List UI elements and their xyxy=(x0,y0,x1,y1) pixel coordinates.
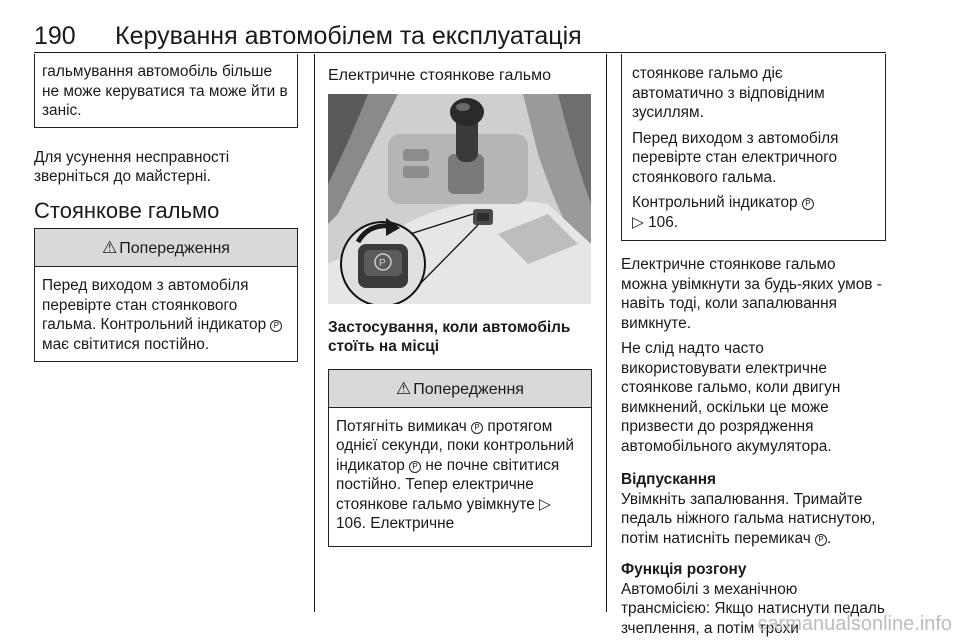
page-header-title: Керування автомобілем та експлуатація xyxy=(115,22,582,50)
parking-indicator-icon: P xyxy=(815,534,827,546)
electric-parking-brake-switch-icon xyxy=(328,94,591,304)
startoff-text: Автомобілі з механічною трансмісією: Якщо натиснути педаль зчеплення, а потім трохи xyxy=(621,580,885,637)
box3-text-3: Контрольний індикатор xyxy=(632,194,798,211)
release-text-2: . xyxy=(827,529,832,547)
parking-indicator-icon: P xyxy=(802,198,814,210)
warning-text-2: має світитися постійно. xyxy=(42,335,210,353)
release-text-1: Увімкніть запалювання. Тримайте педаль ніжного гальма натиснутою, потім натисніть перемикач xyxy=(621,490,876,547)
warning-triangle-icon: ⚠ xyxy=(396,378,412,398)
subsection-heading-electric: Електричне стоянкове гальмо xyxy=(328,67,552,84)
service-paragraph: Для усунення несправності зверніться до майстерні. xyxy=(34,148,230,185)
battery-warning-paragraph: Не слід надто часто використовувати електричне стоянкове гальмо, коли двигун вимкнений, оскільки це може призвести до розрядження автомобільного акумулятора. xyxy=(621,340,841,455)
warning2-ref[interactable]: 106 xyxy=(336,515,362,532)
parking-indicator-icon: P xyxy=(270,320,282,332)
parking-indicator-icon: P xyxy=(409,461,421,473)
column-1 xyxy=(34,54,298,362)
continued-warning-box-2 xyxy=(621,54,886,241)
header-rule xyxy=(34,52,886,53)
warning-title: Попередження xyxy=(119,240,230,257)
page-number: 190 xyxy=(34,22,76,50)
warning-box-header-2 xyxy=(329,370,591,408)
apply-any-conditions-paragraph: Електричне стоянкове гальмо можна увімкнути за будь-яких умов - навіть тоді, коли запалювання вимкнуте. xyxy=(621,256,882,332)
continued-warning-text: гальмування автомобіль більше не може керуватися та може йти в заніс. xyxy=(42,63,288,119)
parking-brake-illustration xyxy=(328,94,591,304)
box3-text-2: Перед виходом з автомобіля перевірте стан електричного стоянкового гальма. xyxy=(632,129,839,186)
page-reference-icon: ▷ xyxy=(632,213,644,231)
column-2 xyxy=(328,66,592,547)
release-heading: Відпускання xyxy=(621,471,717,488)
warning-box-body xyxy=(35,267,297,361)
watermark: carmanualsonline.info xyxy=(757,613,952,635)
column-3 xyxy=(621,54,886,642)
section-title-parking-brake: Стоянкове гальмо xyxy=(34,197,220,223)
warning-box-header xyxy=(35,229,297,267)
startoff-heading: Функція розгону xyxy=(621,561,747,578)
warning2-text-1: Потягніть вимикач xyxy=(336,417,467,435)
box3-ref[interactable]: 106. xyxy=(648,213,679,231)
svg-text:P: P xyxy=(379,257,386,269)
page-reference-icon: ▷ xyxy=(539,495,551,513)
parking-indicator-icon: P xyxy=(471,422,483,434)
illustration-caption: Застосування, коли автомобіль стоїть на місці xyxy=(328,318,571,355)
warning2-text-4: . Електричне xyxy=(361,515,455,532)
warning-box-electric xyxy=(328,369,592,547)
warning-box-parking-brake xyxy=(34,228,298,362)
warning2-text-2: протягом однієї секунди, поки контрольний індикатор xyxy=(336,417,574,474)
warning-box-body-2 xyxy=(329,408,591,546)
warning-title-2: Попередження xyxy=(413,380,524,398)
column-divider-2 xyxy=(606,54,607,612)
box3-text-1: стоянкове гальмо діє автоматично з відповідним зусиллям. xyxy=(632,65,825,121)
column-divider-1 xyxy=(314,54,315,612)
warning-text-1: Перед виходом з автомобіля перевірте стан стоянкового гальма. Контрольний індикатор xyxy=(42,277,267,333)
warning2-text-3: не почне світитися постійно. Тепер електричне стоянкове гальмо увімкнуте xyxy=(336,456,560,513)
continued-warning-box xyxy=(34,54,298,128)
warning-triangle-icon: ⚠ xyxy=(102,238,118,257)
